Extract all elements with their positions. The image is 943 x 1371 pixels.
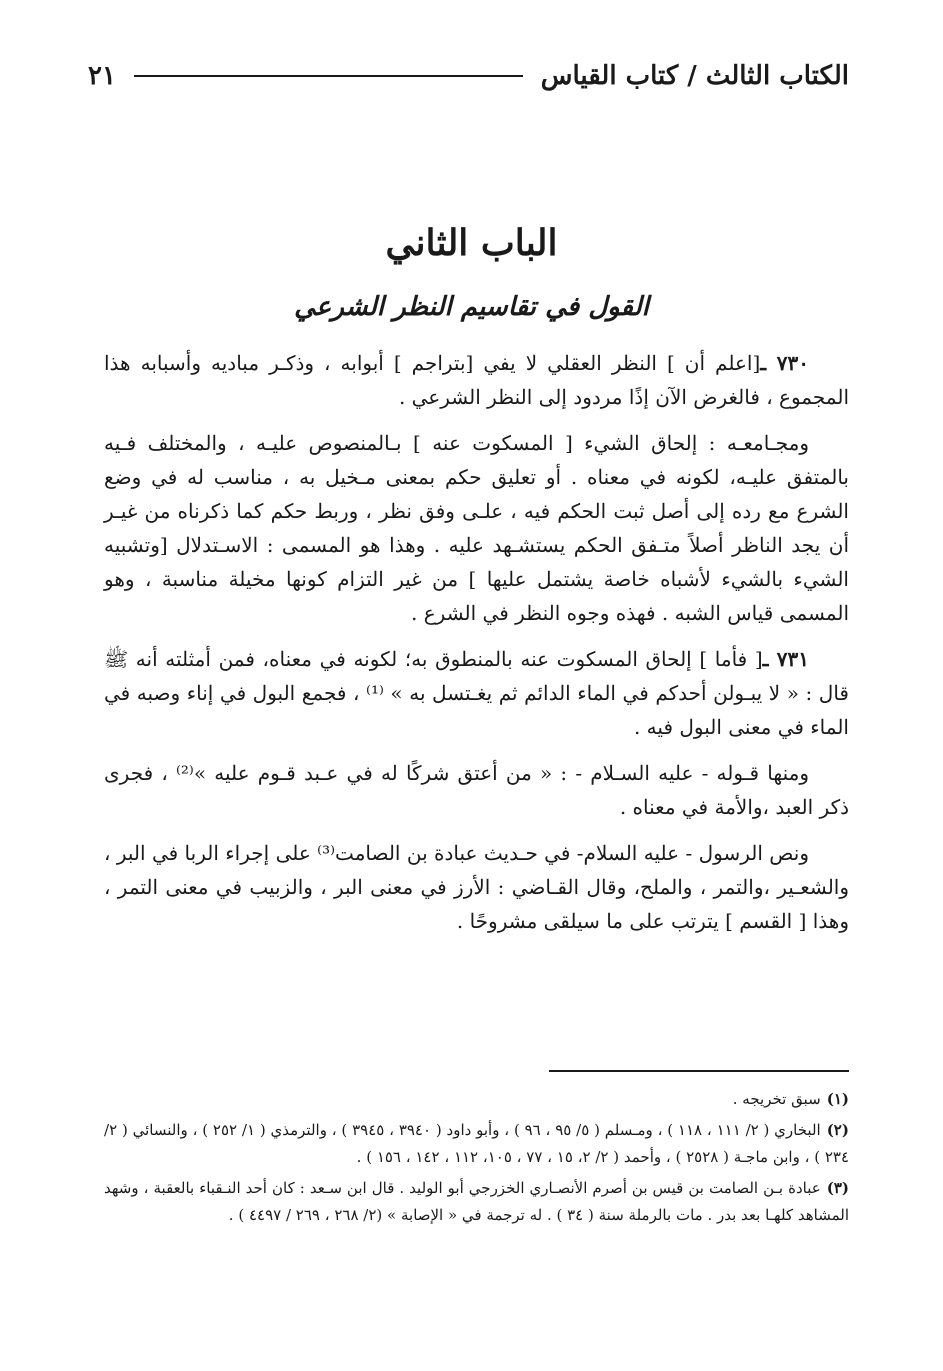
footnote-separator bbox=[549, 1070, 849, 1072]
paragraph bbox=[104, 346, 849, 414]
paragraph-number: ٧٣١ ـ bbox=[762, 647, 809, 671]
footnotes bbox=[104, 1086, 849, 1233]
chapter-subtitle: القول في تقاسيم النظر الشرعي bbox=[294, 292, 649, 322]
footnote-mark: (١) bbox=[826, 1090, 849, 1108]
header-rule bbox=[134, 75, 523, 77]
chapter-title: الباب الثاني bbox=[385, 222, 558, 264]
running-header bbox=[88, 58, 849, 94]
footnote-text: سبق تخريجه . bbox=[732, 1090, 821, 1108]
footnote bbox=[104, 1175, 849, 1229]
paragraph-text: ومجـامعـه : إلحاق الشيء [ المسكوت عنه ] بـالمنصوص عليـه ، والمختلف فـيه بالمتفق عليـه، لكونه في معناه . أو تعليق حكم بمعنى مـخيل به ، مناسب له في وضع الشرع مع رده إلى أصل ثبت الحكم فيه ، علـى وفق نظر ، وربط حكم كما ذكرناه من غيـر أن يجد الناظر أصلاً متـفق الحكم يستشـهد عليه . وهذا هو المسمى : الاسـتدلال [وتشبيه الشيء بالشيء لأشباه خاصة يشتمل عليها ] من غير التزام كونها مخيلة مناسبة ، وهو المسمى قياس الشبه . فهذه وجوه النظر في الشرع . bbox=[104, 431, 850, 625]
paragraph-text: ومنها قـوله - عليه السـلام - : « من أعتق شركًا له في عـبد قـوم عليه »⁽²⁾ ، فجرى ذكر العبد ،والأمة في معناه . bbox=[104, 761, 849, 819]
paragraph-text: [اعلم أن ] النظر العقلي لا يفي [بتراجم ] أبوابه ، وذكـر مباديه وأسبابه هذا المجموع ، فالغرض الآن إذًا مردود إلى النظر الشرعي . bbox=[104, 351, 849, 409]
footnote-text: البخاري ( ٢/ ١١١ ، ١١٨ ) ، ومـسلم ( ٥/ ٩٥ ، ٩٦ ) ، وأبو داود ( ٣٩٤٠ ، ٣٩٤٥ ) ، والترمذي ( ١/ ٢٥٢ ) ، والنسائي ( ٢/ ٢٣٤ ) ، وابن ماجـة ( ٢٥٢٨ ) ، وأحمد ( ٢/ ٢، ١٥ ، ٧٧ ، ١٠٥، ١١٢ ، ١٤٢ ، ١٥٦ ) . bbox=[104, 1121, 849, 1166]
footnote-mark: (٣) bbox=[826, 1179, 849, 1197]
running-header-title: الكتاب الثالث / كتاب القياس bbox=[540, 61, 849, 91]
page-number: ٢١ bbox=[88, 61, 116, 91]
body-text bbox=[104, 346, 849, 950]
footnote-text: عبادة بـن الصامت بن قيس بن أصرم الأنصـاري الخزرجي أبو الوليد . قال ابن سـعد : كان أحد النـقباء بالعقبة ، وشهد المشاهد كلهـا بعد بدر . مات بالرملة سنة ( ٣٤ ) . له ترجمة في « الإصابة » (٢/ ٢٦٨ ، ٢٦٩ / ٤٤٩٧ ) . bbox=[104, 1179, 849, 1224]
paragraph-text: ونص الرسول - عليه السلام- في حـديث عبادة بن الصامت⁽³⁾ على إجراء الربا في البر ، والشعـير ،والتمر ، والملح، وقال القـاضي : الأرز في معنى البر ، والزبيب في معنى التمر ، وهذا [ القسم ] يترتب على ما سيلقى مشروحًا . bbox=[104, 841, 849, 933]
paragraph bbox=[104, 836, 849, 938]
footnote bbox=[104, 1117, 849, 1171]
paragraph bbox=[104, 642, 849, 744]
paragraph bbox=[104, 426, 849, 630]
paragraph bbox=[104, 756, 849, 824]
paragraph-number: ٧٣٠ ـ bbox=[760, 351, 809, 375]
footnote bbox=[104, 1086, 849, 1113]
footnote-mark: (٢) bbox=[826, 1121, 849, 1139]
paragraph-text: [ فأما ] إلحاق المسكوت عنه بالمنطوق به؛ لكونه في معناه، فمن أمثلته أنه ﷺ قال : « لا يبـولن أحدكم في الماء الدائم ثم يغـتسل به » ⁽¹⁾ ، فجمع البول في إناء وصبه في الماء في معنى البول فيه . bbox=[104, 647, 849, 739]
